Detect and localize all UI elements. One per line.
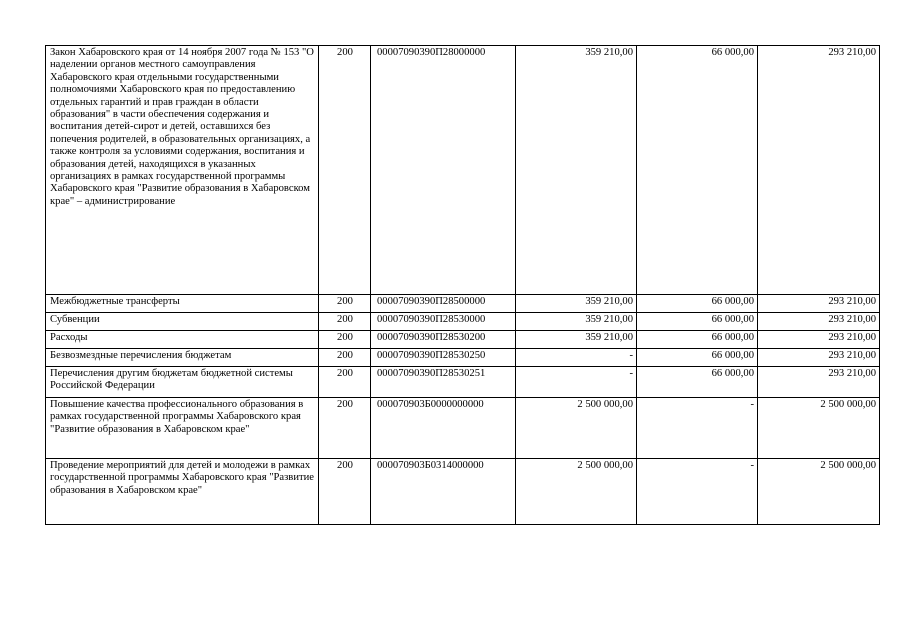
approved-amount-cell: - <box>516 367 637 398</box>
expense-name-cell: Перечисления другим бюджетам бюджетной системы Российской Федерации <box>46 367 319 398</box>
classification-code-cell: 00007090390П28530250 <box>371 349 516 367</box>
expense-name-cell: Безвозмездные перечисления бюджетам <box>46 349 319 367</box>
line-code-cell: 200 <box>319 46 371 295</box>
expense-name-cell: Проведение мероприятий для детей и молодежи в рамках государственной программы Хабаровского края "Развитие образования в Хабаровском крае" <box>46 459 319 525</box>
table-row <box>46 295 880 313</box>
approved-amount-cell: 2 500 000,00 <box>516 398 637 459</box>
budget-report-sheet <box>45 45 879 525</box>
classification-code-cell: 00007090390П28530200 <box>371 331 516 349</box>
executed-amount-cell: 66 000,00 <box>637 349 758 367</box>
table-row <box>46 46 880 295</box>
executed-amount-cell: 66 000,00 <box>637 313 758 331</box>
approved-amount-cell: - <box>516 349 637 367</box>
line-code-cell: 200 <box>319 331 371 349</box>
expense-name-cell: Повышение качества профессионального образования в рамках государственной программы Хабаровского края "Развитие образования в Хабаровском крае" <box>46 398 319 459</box>
classification-code-cell: 000070903Б0314000000 <box>371 459 516 525</box>
line-code-cell: 200 <box>319 367 371 398</box>
line-code-cell: 200 <box>319 295 371 313</box>
classification-code-cell: 00007090390П28000000 <box>371 46 516 295</box>
table-row <box>46 459 880 525</box>
classification-code-cell: 00007090390П28500000 <box>371 295 516 313</box>
approved-amount-cell: 359 210,00 <box>516 46 637 295</box>
line-code-cell: 200 <box>319 398 371 459</box>
executed-amount-cell: 66 000,00 <box>637 46 758 295</box>
expense-name-cell: Межбюджетные трансферты <box>46 295 319 313</box>
remaining-amount-cell: 293 210,00 <box>758 295 880 313</box>
table-row <box>46 349 880 367</box>
remaining-amount-cell: 2 500 000,00 <box>758 459 880 525</box>
remaining-amount-cell: 293 210,00 <box>758 349 880 367</box>
approved-amount-cell: 2 500 000,00 <box>516 459 637 525</box>
table-row <box>46 367 880 398</box>
classification-code-cell: 00007090390П28530251 <box>371 367 516 398</box>
line-code-cell: 200 <box>319 313 371 331</box>
remaining-amount-cell: 293 210,00 <box>758 331 880 349</box>
line-code-cell: 200 <box>319 459 371 525</box>
approved-amount-cell: 359 210,00 <box>516 313 637 331</box>
remaining-amount-cell: 2 500 000,00 <box>758 398 880 459</box>
executed-amount-cell: - <box>637 398 758 459</box>
expense-name-cell: Расходы <box>46 331 319 349</box>
expense-name-cell: Закон Хабаровского края от 14 ноября 2007 года № 153 "О наделении органов местного самоуправления Хабаровского края отдельными государственными полномочиями Хабаровского края по предоставлению отдельных гарантий и прав граждан в области образования" в части обеспечения содержания и воспитания детей-сирот и детей, оставшихся без попечения родителей, в образовательных организациях, а также контроля за условиями содержания, воспитания и образования детей, находящихся в указанных организациях в рамках государственной программы Хабаровского края "Развитие образования в Хабаровском крае" – администрирование <box>46 46 319 295</box>
executed-amount-cell: 66 000,00 <box>637 367 758 398</box>
classification-code-cell: 00007090390П28530000 <box>371 313 516 331</box>
table-row <box>46 313 880 331</box>
classification-code-cell: 000070903Б0000000000 <box>371 398 516 459</box>
executed-amount-cell: - <box>637 459 758 525</box>
remaining-amount-cell: 293 210,00 <box>758 46 880 295</box>
table-row <box>46 331 880 349</box>
remaining-amount-cell: 293 210,00 <box>758 367 880 398</box>
table-row <box>46 398 880 459</box>
budget-execution-table <box>45 45 880 525</box>
executed-amount-cell: 66 000,00 <box>637 295 758 313</box>
line-code-cell: 200 <box>319 349 371 367</box>
approved-amount-cell: 359 210,00 <box>516 295 637 313</box>
expense-name-cell: Субвенции <box>46 313 319 331</box>
remaining-amount-cell: 293 210,00 <box>758 313 880 331</box>
approved-amount-cell: 359 210,00 <box>516 331 637 349</box>
executed-amount-cell: 66 000,00 <box>637 331 758 349</box>
